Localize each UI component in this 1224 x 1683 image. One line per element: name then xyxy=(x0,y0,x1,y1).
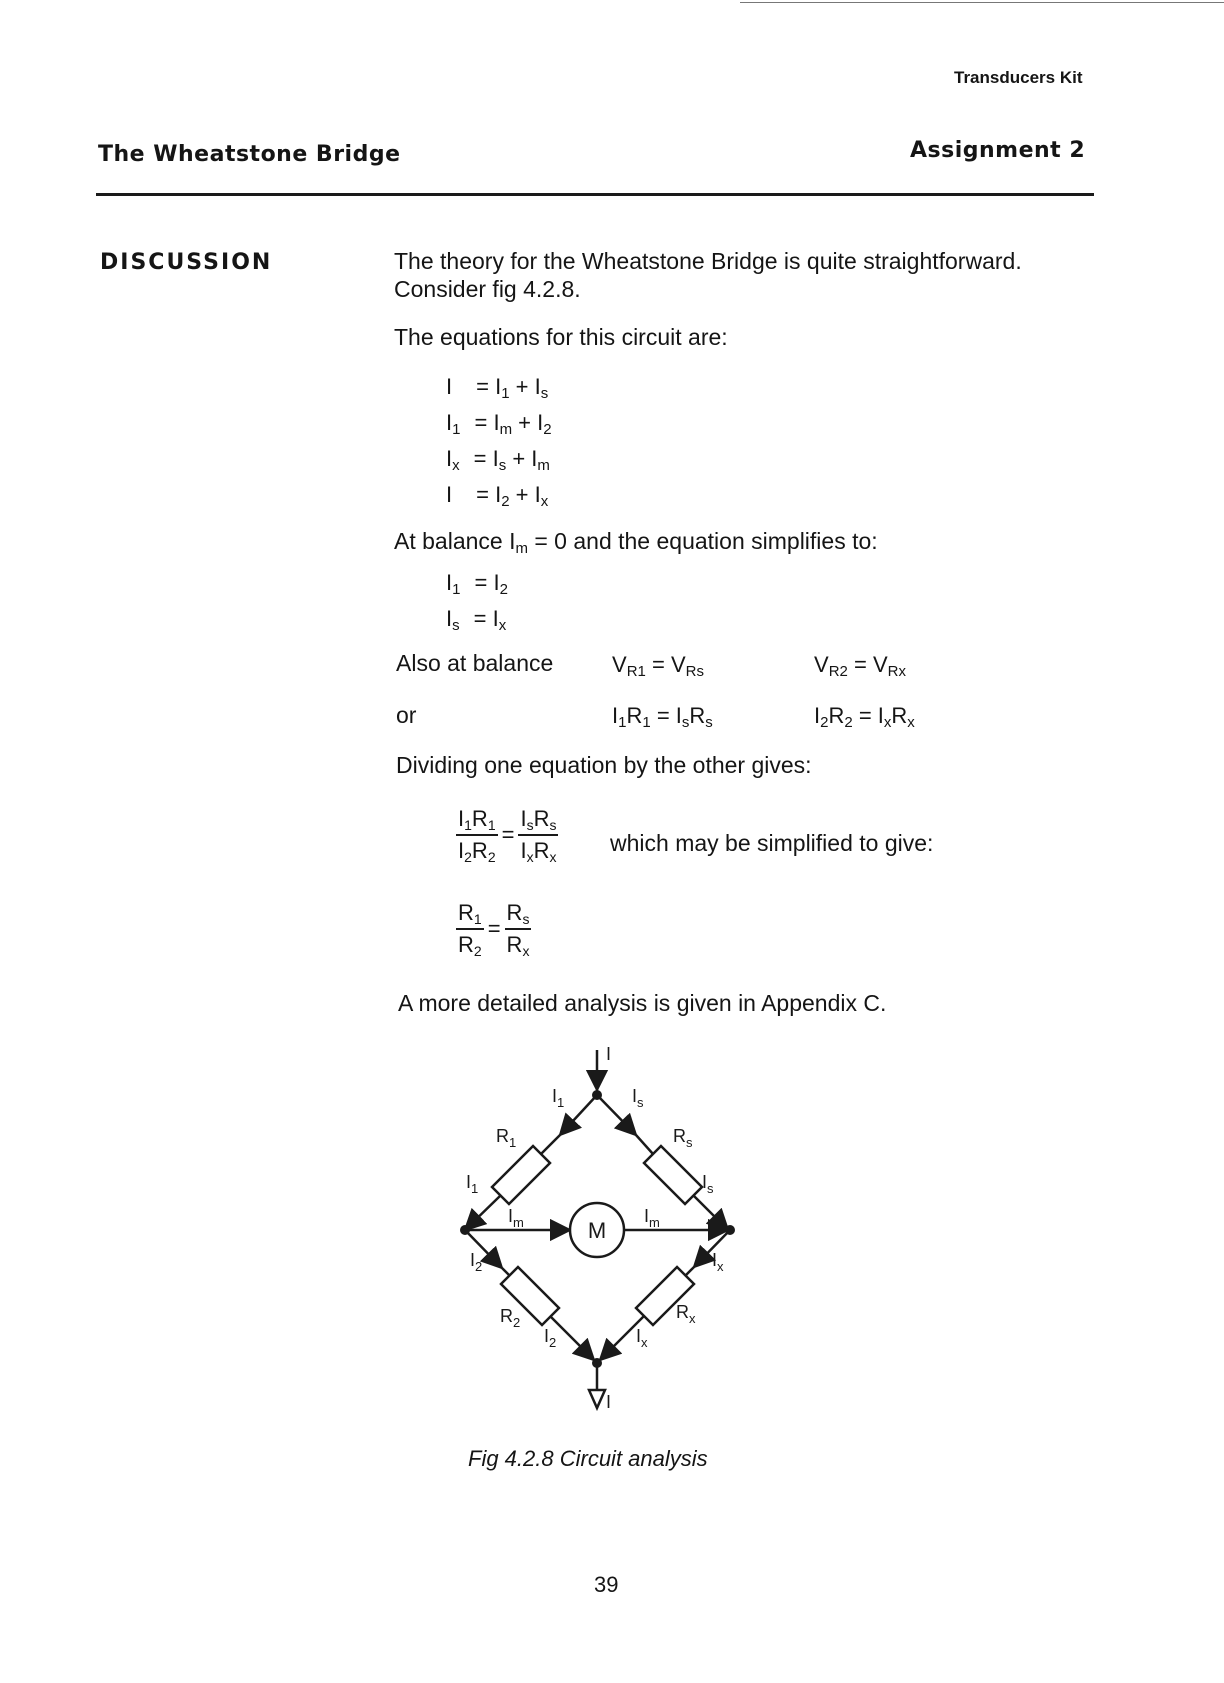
section-heading: DISCUSSION xyxy=(100,250,273,275)
label-supply-out: I xyxy=(606,1392,612,1412)
label-ix-side: $I_x$ xyxy=(712,1250,724,1274)
label-im-left: $I_m$ xyxy=(508,1206,524,1230)
label-supply-in: I xyxy=(606,1044,612,1064)
equation-2: $I_1 = I_m + I_2$ xyxy=(446,410,552,438)
arm-bottom-left-lower-wire xyxy=(550,1316,594,1360)
intro-line-1: The theory for the Wheatstone Bridge is quite straightforward. xyxy=(394,248,1022,274)
page-number: 39 xyxy=(594,1572,619,1597)
label-im-right: $I_m$ xyxy=(644,1206,660,1230)
equation-3: $I_x = I_s + I_m$ xyxy=(446,446,550,474)
appendix-text: A more detailed analysis is given in Appendix C. xyxy=(398,990,887,1016)
node-left xyxy=(460,1225,470,1235)
balance-text: At balance $I_m = 0$ and the equation simplifies to: xyxy=(394,528,878,557)
balance-eq-2: $I_s = I_x$ xyxy=(446,606,507,634)
or-label: or xyxy=(396,702,417,728)
ratio-equation: $\frac{I_1R_1}{I_2R_2}$ = $\frac{I_sR_s}{I_xR_x}$ xyxy=(458,806,557,865)
dividing-text: Dividing one equation by the other gives: xyxy=(396,752,812,778)
label-is-top: $I_s$ xyxy=(632,1086,644,1110)
label-i2-side: $I_2$ xyxy=(470,1250,483,1274)
wheatstone-bridge-diagram xyxy=(440,1040,760,1420)
node-right xyxy=(725,1225,735,1235)
header-rule xyxy=(96,193,1094,196)
label-i2-bottom: $I_2$ xyxy=(544,1326,557,1350)
node-bottom xyxy=(592,1358,602,1368)
intro-line-2: Consider fig 4.2.8. xyxy=(394,276,581,302)
arm-top-right-segment xyxy=(636,1135,653,1154)
meter-label: M xyxy=(587,1218,607,1243)
resistance-fraction-right: $\frac{R_s}{R_x}$ xyxy=(506,900,530,959)
balance-eq-1: $I_1 = I_2$ xyxy=(446,570,508,598)
kit-label: Transducers Kit xyxy=(954,68,1083,87)
label-ix-bottom: $I_x$ xyxy=(636,1326,648,1350)
equation-1: $I = I_1 + I_s$ xyxy=(446,374,549,402)
label-r1: $R_1$ xyxy=(496,1126,517,1150)
supply-out-arrow xyxy=(589,1390,605,1408)
label-i1-top: $I_1$ xyxy=(552,1086,565,1110)
ratio-fraction-right: $\frac{I_sR_s}{I_xR_x}$ xyxy=(520,806,557,865)
resistor-rs xyxy=(644,1146,702,1204)
arm-top-left-lower-wire xyxy=(465,1196,500,1230)
node-top xyxy=(592,1090,602,1100)
voltage-eq-2: $V_{R2} = V_{Rx}$ xyxy=(814,652,906,680)
arm-top-right-wire xyxy=(597,1095,636,1135)
resistor-r1 xyxy=(492,1146,550,1204)
top-border-line xyxy=(740,2,1224,3)
resistance-ratio-equation: $\frac{R_1}{R_2}$ = $\frac{R_s}{R_x}$ xyxy=(458,900,530,959)
arm-top-right-lower-wire xyxy=(694,1196,728,1230)
resistance-fraction-left: $\frac{R_1}{R_2}$ xyxy=(458,900,482,959)
product-eq-2: $I_2R_2 = I_xR_x$ xyxy=(814,703,915,731)
arm-top-left-segment xyxy=(541,1135,560,1154)
label-rx: $R_x$ xyxy=(676,1302,696,1326)
label-r2: $R_2$ xyxy=(500,1306,521,1330)
also-at-balance-label: Also at balance xyxy=(396,650,554,676)
equations-intro: The equations for this circuit are: xyxy=(394,324,728,350)
label-i1-side: $I_1$ xyxy=(466,1172,479,1196)
assignment-label: Assignment 2 xyxy=(910,138,1086,163)
label-is-side: $I_s$ xyxy=(702,1172,714,1196)
figure-caption: Fig 4.2.8 Circuit analysis xyxy=(468,1446,708,1471)
ratio-fraction-left: $\frac{I_1R_1}{I_2R_2}$ xyxy=(458,806,496,865)
voltage-eq-1: $V_{R1} = V_{Rs}$ xyxy=(612,652,704,680)
product-eq-1: $I_1R_1 = I_sR_s$ xyxy=(612,703,713,731)
equation-4: $I = I_2 + I_x$ xyxy=(446,482,549,510)
label-rs: $R_s$ xyxy=(673,1126,693,1150)
arm-top-left-wire xyxy=(560,1095,597,1135)
simplified-text: which may be simplified to give: xyxy=(610,830,934,856)
page-title: The Wheatstone Bridge xyxy=(98,142,401,167)
